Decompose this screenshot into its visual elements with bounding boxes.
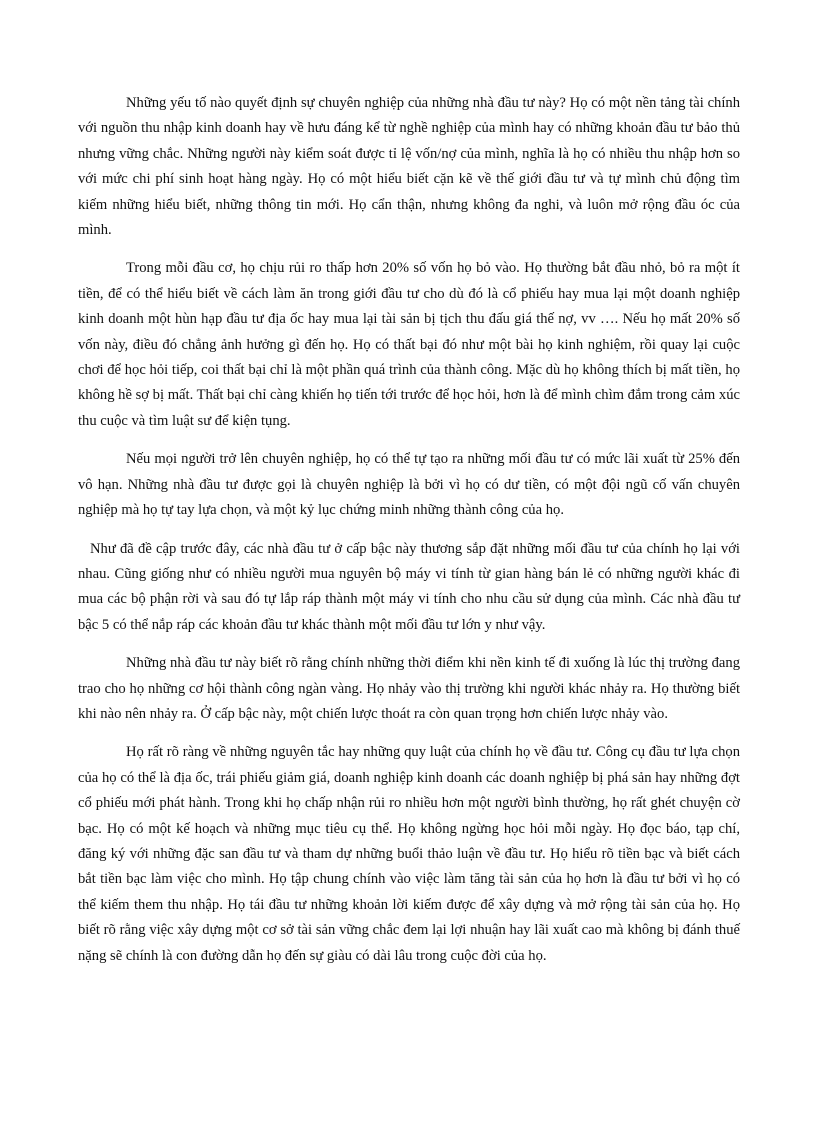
paragraph-1: Những yếu tố nào quyết định sự chuyên nghiệp của những nhà đầu tư này? Họ có một nền tảng tài chính với nguồn thu nhập kinh doanh hay về hưu đáng kể từ nghề nghiệp của mình hay có những khoản đầu tư bảo thủ nhưng vững chắc. Những người này kiểm soát được tỉ lệ vốn/nợ của mình, nghĩa là họ có nhiều thu nhập hơn so với mức chi phí sinh hoạt hàng ngày. Họ có một hiểu biết cặn kẽ về thế giới đầu tư và tự mình chủ động tìm kiếm những hiểu biết, những thông tin mới. Họ cẩn thận, nhưng không đa nghi, và luôn mở rộng đầu óc của mình. bbox=[78, 95, 740, 239]
paragraph-2: Trong mỗi đầu cơ, họ chịu rủi ro thấp hơn 20% số vốn họ bỏ vào. Họ thường bắt đầu nhỏ, bỏ ra một ít tiền, để có thể hiểu biết về cách làm ăn trong giới đầu tư cho dù đó là cổ phiếu hay mua lại một doanh nghiệp kinh doanh một hùn hạp đầu tư địa ốc hay mua lại tài sản bị tịch thu đấu giá thế nợ, vv …. Nếu họ mất 20% số vốn này, điều đó chẳng ảnh hưởng gì đến họ. Họ có thất bại đó như một bài họ kinh nghiệm, rồi quay lại cuộc chơi để học hỏi tiếp, coi thất bại chỉ là một phần quá trình của thành công. Mặc dù họ không thích bị mất tiền, họ không hề sợ bị mất. Thất bại chỉ càng khiến họ tiến tới trước để học hỏi, hơn là để mình chìm đắm trong cảm xúc thu cuộc và tìm luật sư để kiện tụng. bbox=[78, 260, 740, 429]
paragraph-3: Nếu mọi người trở lên chuyên nghiệp, họ có thể tự tạo ra những mối đầu tư có mức lãi xuất từ 25% đến vô hạn. Những nhà đầu tư được gọi là chuyên nghiệp là bởi vì họ có dư tiền, có một đội ngũ cố vấn chuyên nghiệp mà họ tự tay lựa chọn, và một kỷ lục chứng minh những thành công của họ. bbox=[78, 451, 740, 519]
document-body bbox=[78, 91, 740, 982]
paragraph-5: Những nhà đầu tư này biết rõ rằng chính những thời điểm khi nền kinh tế đi xuống là lúc thị trường đang trao cho họ những cơ hội thành công ngàn vàng. Họ nhảy vào thị trường khi người khác nhảy ra. Họ thường biết khi nào nên nhảy ra. Ở cấp bậc này, một chiến lược thoát ra còn quan trọng hơn chiến lược nhảy vào. bbox=[78, 655, 740, 722]
paragraph-4: Như đã đề cập trước đây, các nhà đầu tư ở cấp bậc này thương sắp đặt những mối đầu tư của chính họ lại với nhau. Cũng giống như có nhiều người mua nguyên bộ máy vi tính từ gian hàng bán lẻ có những người khác đi mua các bộ phận rời và sau đó tự lắp ráp thành một máy vi tính cho nhu cầu sử dụng của mình. Các nhà đầu tư bậc 5 có thể nắp ráp các khoản đầu tư khác thành một mối đầu tư lớn y như vậy. bbox=[78, 540, 740, 633]
paragraph-6: Họ rất rõ ràng về những nguyên tắc hay những quy luật của chính họ về đầu tư. Công cụ đầu tư lựa chọn của họ có thể là địa ốc, trái phiếu giảm giá, doanh nghiệp kinh doanh các doanh nghiệp bị phá sản hay những đợt cổ phiếu mới phát hành. Trong khi họ chấp nhận rủi ro nhiều hơn một người bình thường, họ rất ghét chuyện cờ bạc. Họ có một kế hoạch và những mục tiêu cụ thể. Họ không ngừng học hỏi mỗi ngày. Họ đọc báo, tạp chí, đăng ký với những đặc san đầu tư và tham dự những buổi thảo luận về đầu tư. Họ hiểu rõ tiền bạc và biết cách bắt tiền bạc làm việc cho mình. Họ tập chung chính vào việc làm tăng tài sản của họ hơn là đầu tư bởi vì họ có thể kiếm them thu nhập. Họ tái đầu tư những khoản lời kiếm được để xây dựng và mở rộng tài sản của họ. Họ biết rõ rằng việc xây dựng một cơ sở tài sản vững chắc đem lại lợi nhuận hay lãi xuất cao mà không bị đánh thuế nặng sẽ chính là con đường dẫn họ đến sự giàu có dài lâu trong cuộc đời của họ. bbox=[78, 744, 740, 964]
